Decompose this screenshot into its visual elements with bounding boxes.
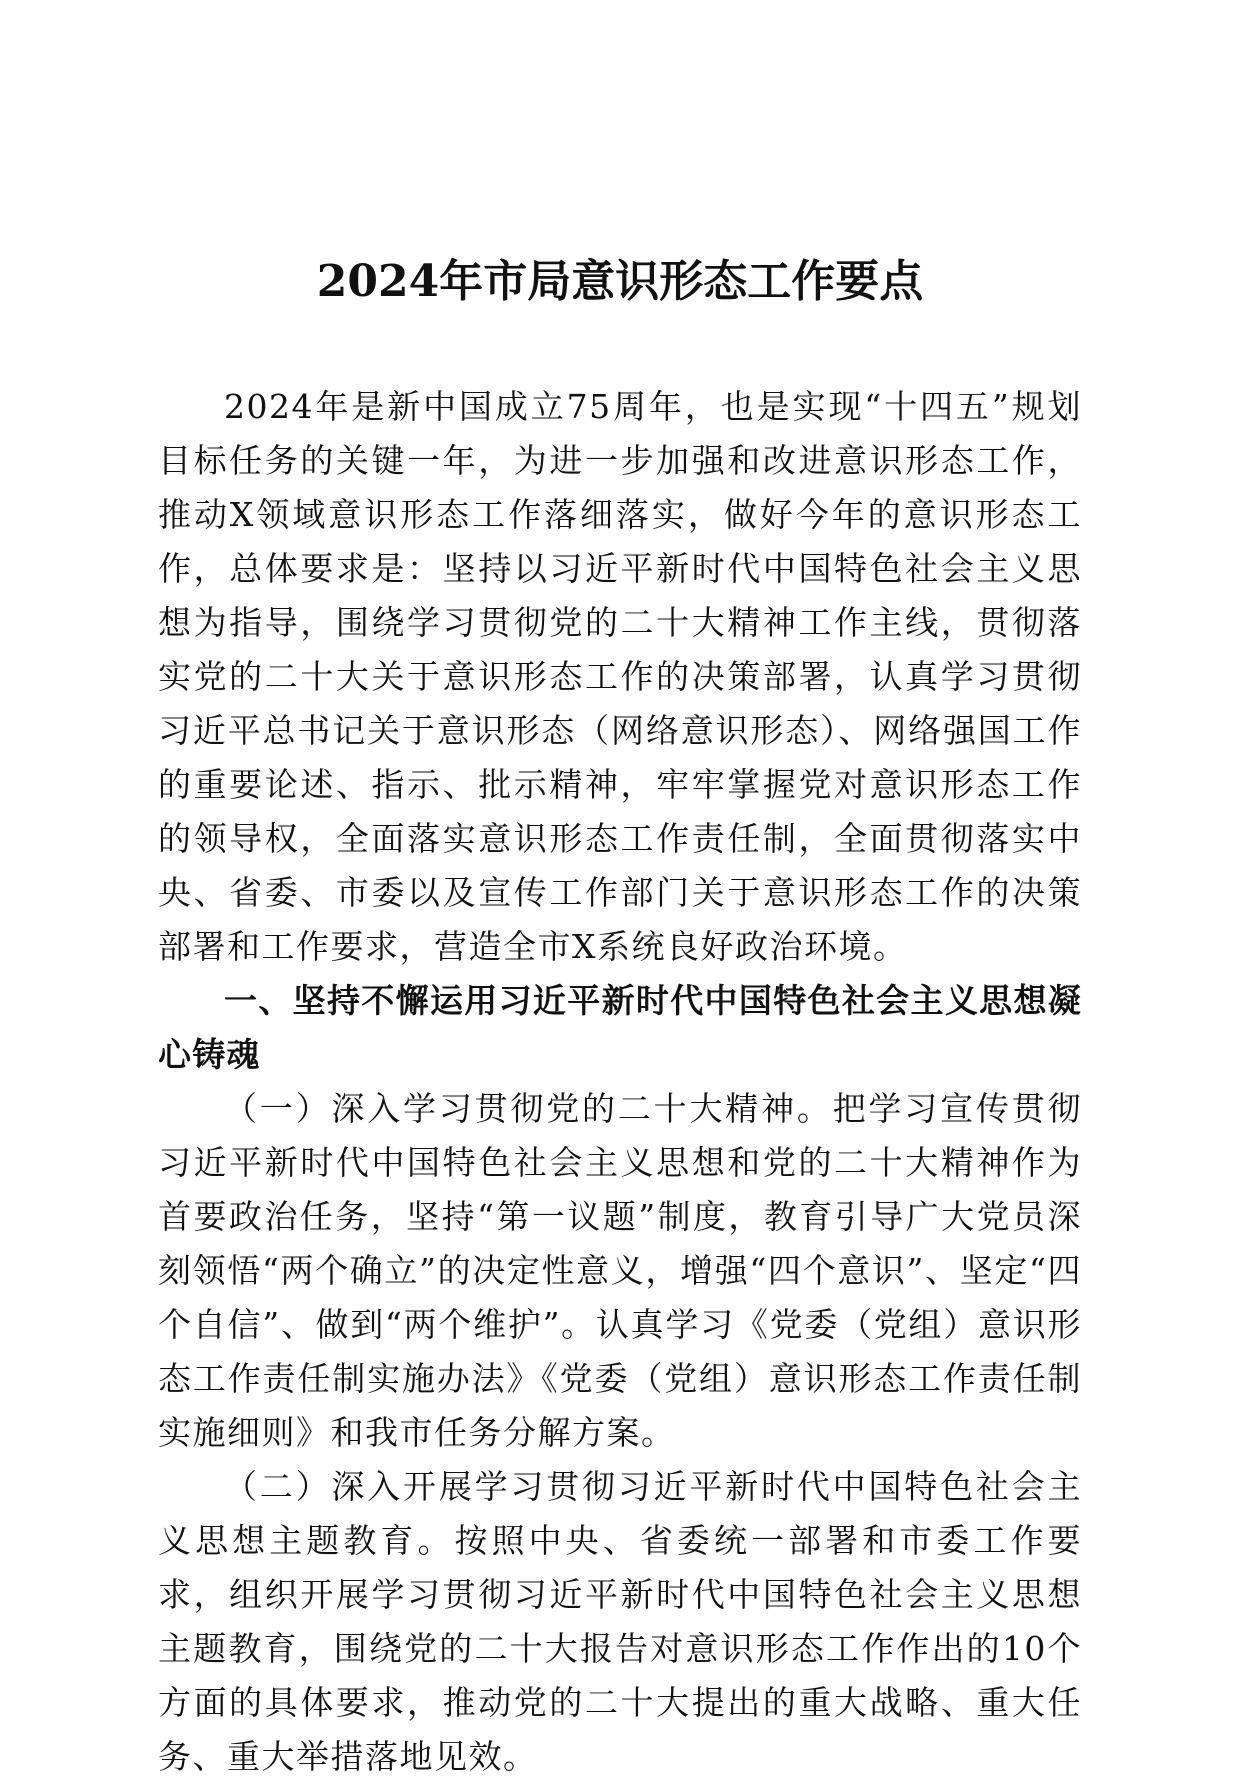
- item-title-1: （一）深入学习贯彻党的二十大精神。: [224, 1089, 833, 1128]
- item-text-2: 按照中央、省委统一部署和市委工作要求，组织开展学习贯彻习近平新时代中国特色社会主义思想主题教育，围绕党的二十大报告对意识形态工作作出的10个方面的具体要求，推动党的二十大提出的重大战略、重大任务、重大举措落地见效。: [158, 1521, 1082, 1776]
- item-paragraph-1: [158, 1082, 1082, 1460]
- item-text-1: 把学习宣传贯彻习近平新时代中国特色社会主义思想和党的二十大精神作为首要政治任务，坚持“第一议题”制度，教育引导广大党员深刻领悟“两个确立”的决定性意义，增强“四个意识”、坚定“四个自信”、做到“两个维护”。认真学习《党委（党组）意识形态工作责任制实施办法》《党委（党组）意识形态工作责任制实施细则》和我市任务分解方案。: [158, 1089, 1083, 1452]
- section-heading-1: 一、坚持不懈运用习近平新时代中国特色社会主义思想凝心铸魂: [158, 981, 1082, 1074]
- document-body: [158, 380, 1082, 1784]
- intro-paragraph: 2024年是新中国成立75周年，也是实现“十四五”规划目标任务的关键一年，为进一步加强和改进意识形态工作，推动X领域意识形态工作落细落实，做好今年的意识形态工作，总体要求是：坚持以习近平新时代中国特色社会主义思想为指导，围绕学习贯彻党的二十大精神工作主线，贯彻落实党的二十大关于意识形态工作的决策部署，认真学习贯彻习近平总书记关于意识形态（网络意识形态）、网络强国工作的重要论述、指示、批示精神，牢牢掌握党对意识形态工作的领导权，全面落实意识形态工作责任制，全面贯彻落实中央、省委、市委以及宣传工作部门关于意识形态工作的决策部署和工作要求，营造全市X系统良好政治环境。: [158, 387, 1082, 966]
- item-paragraph-2: [158, 1460, 1082, 1784]
- item-title-2: （二）深入开展学习贯彻习近平新时代中国特色社会主义思想主题教育。: [158, 1467, 1082, 1560]
- document-title: 2024年市局意识形态工作要点: [316, 256, 924, 307]
